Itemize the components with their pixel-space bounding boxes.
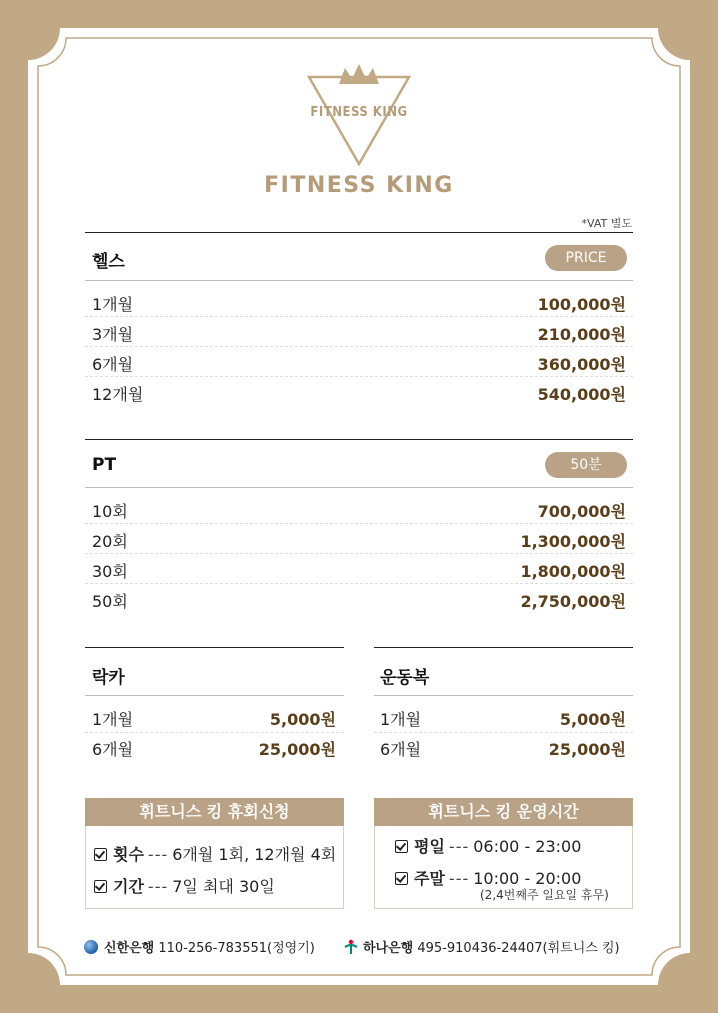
health-row-label: 6개월 <box>92 355 134 374</box>
pt-row-price: 700,000원 <box>537 502 626 521</box>
pt-title: PT <box>92 455 117 475</box>
sportswear-row-price: 25,000원 <box>548 740 626 759</box>
bank-account: 신한은행 110-256-783551(정영기) <box>84 937 315 956</box>
divider <box>85 523 633 524</box>
locker-row-price: 5,000원 <box>269 710 336 729</box>
brand-name: FITNESS KING <box>264 173 454 198</box>
divider <box>374 732 633 733</box>
sportswear-title: 운동복 <box>380 668 430 688</box>
sportswear-row-price: 5,000원 <box>559 710 626 729</box>
divider <box>85 553 633 554</box>
divider <box>85 583 633 584</box>
divider <box>85 695 344 696</box>
locker-row-label: 1개월 <box>92 710 134 729</box>
health-title: 헬스 <box>92 252 125 272</box>
locker-title: 락카 <box>92 668 125 688</box>
pt-row-price: 1,800,000원 <box>520 562 626 581</box>
checkbox-icon <box>395 840 408 853</box>
health-row-price: 100,000원 <box>537 295 626 314</box>
vat-note: *VAT 별도 <box>581 217 632 230</box>
pause-box-title: 휘트니스 킹 휴회신청 <box>85 798 344 826</box>
pt-badge: 50분 <box>545 452 627 478</box>
hours-box-title: 휘트니스 킹 운영시간 <box>374 798 633 826</box>
emblem-text: FITNESS KING <box>310 105 408 120</box>
checkbox-icon <box>395 872 408 885</box>
locker-row-label: 6개월 <box>92 740 134 759</box>
health-row-label: 3개월 <box>92 325 134 344</box>
bank-account: 하나은행 495-910436-24407(휘트니스 킹) <box>343 937 620 956</box>
checkbox-icon <box>94 880 107 893</box>
locker-row-price: 25,000원 <box>258 740 336 759</box>
divider <box>85 647 344 648</box>
hana-bank-icon <box>343 939 359 955</box>
health-row-price: 210,000원 <box>537 325 626 344</box>
pt-row-label: 20회 <box>92 532 128 551</box>
sportswear-row-label: 1개월 <box>380 710 422 729</box>
health-badge: PRICE <box>545 245 627 271</box>
health-row-label: 1개월 <box>92 295 134 314</box>
divider <box>374 695 633 696</box>
divider <box>374 647 633 648</box>
pause-line: 기간 --- 7일 최대 30일 <box>94 874 275 897</box>
health-row-label: 12개월 <box>92 385 144 404</box>
sportswear-row-label: 6개월 <box>380 740 422 759</box>
divider <box>85 232 633 233</box>
pt-row-label: 30회 <box>92 562 128 581</box>
divider <box>85 732 344 733</box>
pause-line: 횟수 --- 6개월 1회, 12개월 4회 <box>94 842 336 865</box>
pt-row-price: 1,300,000원 <box>520 532 626 551</box>
pt-row-label: 10회 <box>92 502 128 521</box>
divider <box>85 376 633 377</box>
health-row-price: 540,000원 <box>537 385 626 404</box>
checkbox-icon <box>94 848 107 861</box>
divider <box>85 316 633 317</box>
hours-line: 평일 --- 06:00 - 23:00 <box>395 834 581 857</box>
divider <box>85 346 633 347</box>
pt-row-price: 2,750,000원 <box>520 592 626 611</box>
shinhan-bank-icon <box>84 940 98 954</box>
pt-row-label: 50회 <box>92 592 128 611</box>
divider <box>85 487 633 488</box>
health-row-price: 360,000원 <box>537 355 626 374</box>
divider <box>85 280 633 281</box>
brand-logo <box>259 60 459 210</box>
hours-line: 주말 --- 10:00 - 20:00 <box>395 866 581 889</box>
divider <box>85 439 633 440</box>
hours-note: (2,4번째주 일요일 휴무) <box>480 888 609 902</box>
